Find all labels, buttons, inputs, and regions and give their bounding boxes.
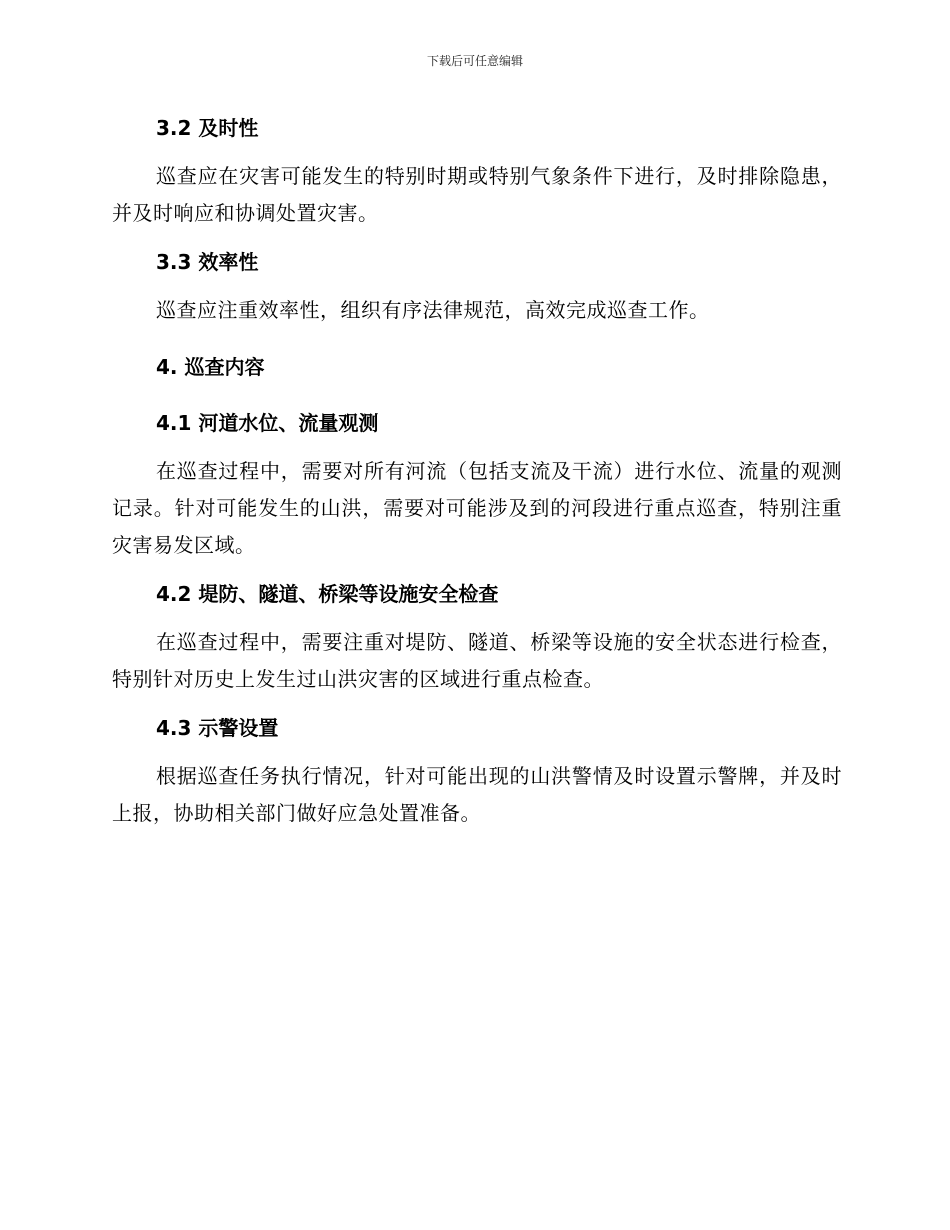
paragraph-4-1: 在巡查过程中，需要对所有河流（包括支流及干流）进行水位、流量的观测记录。针对可能发生的山洪，需要对可能涉及到的河段进行重点巡查，特别注重灾害易发区域。 (112, 459, 842, 557)
heading-4-2: 4.2 堤防、隧道、桥梁等设施安全检查 (156, 582, 499, 606)
heading-4-1: 4.1 河道水位、流量观测 (156, 411, 379, 435)
heading-4-3: 4.3 示警设置 (156, 716, 279, 740)
paragraph-4-2: 在巡查过程中，需要注重对堤防、隧道、桥梁等设施的安全状态进行检查，特别针对历史上发生过山洪灾害的区域进行重点检查。 (112, 630, 842, 691)
paragraph-3-3: 巡查应注重效率性，组织有序法律规范，高效完成巡查工作。 (156, 298, 710, 322)
heading-4: 4. 巡查内容 (156, 355, 265, 379)
document-body (112, 110, 842, 832)
paragraph-3-2: 巡查应在灾害可能发生的特别时期或特别气象条件下进行，及时排除隐患，并及时响应和协调处置灾害。 (112, 164, 842, 225)
paragraph-4-3: 根据巡查任务执行情况，针对可能出现的山洪警情及时设置示警牌，并及时上报，协助相关部门做好应急处置准备。 (112, 764, 842, 825)
page-header: 下载后可任意编辑 (426, 54, 523, 68)
heading-3-2: 3.2 及时性 (156, 116, 259, 140)
heading-3-3: 3.3 效率性 (156, 250, 259, 274)
